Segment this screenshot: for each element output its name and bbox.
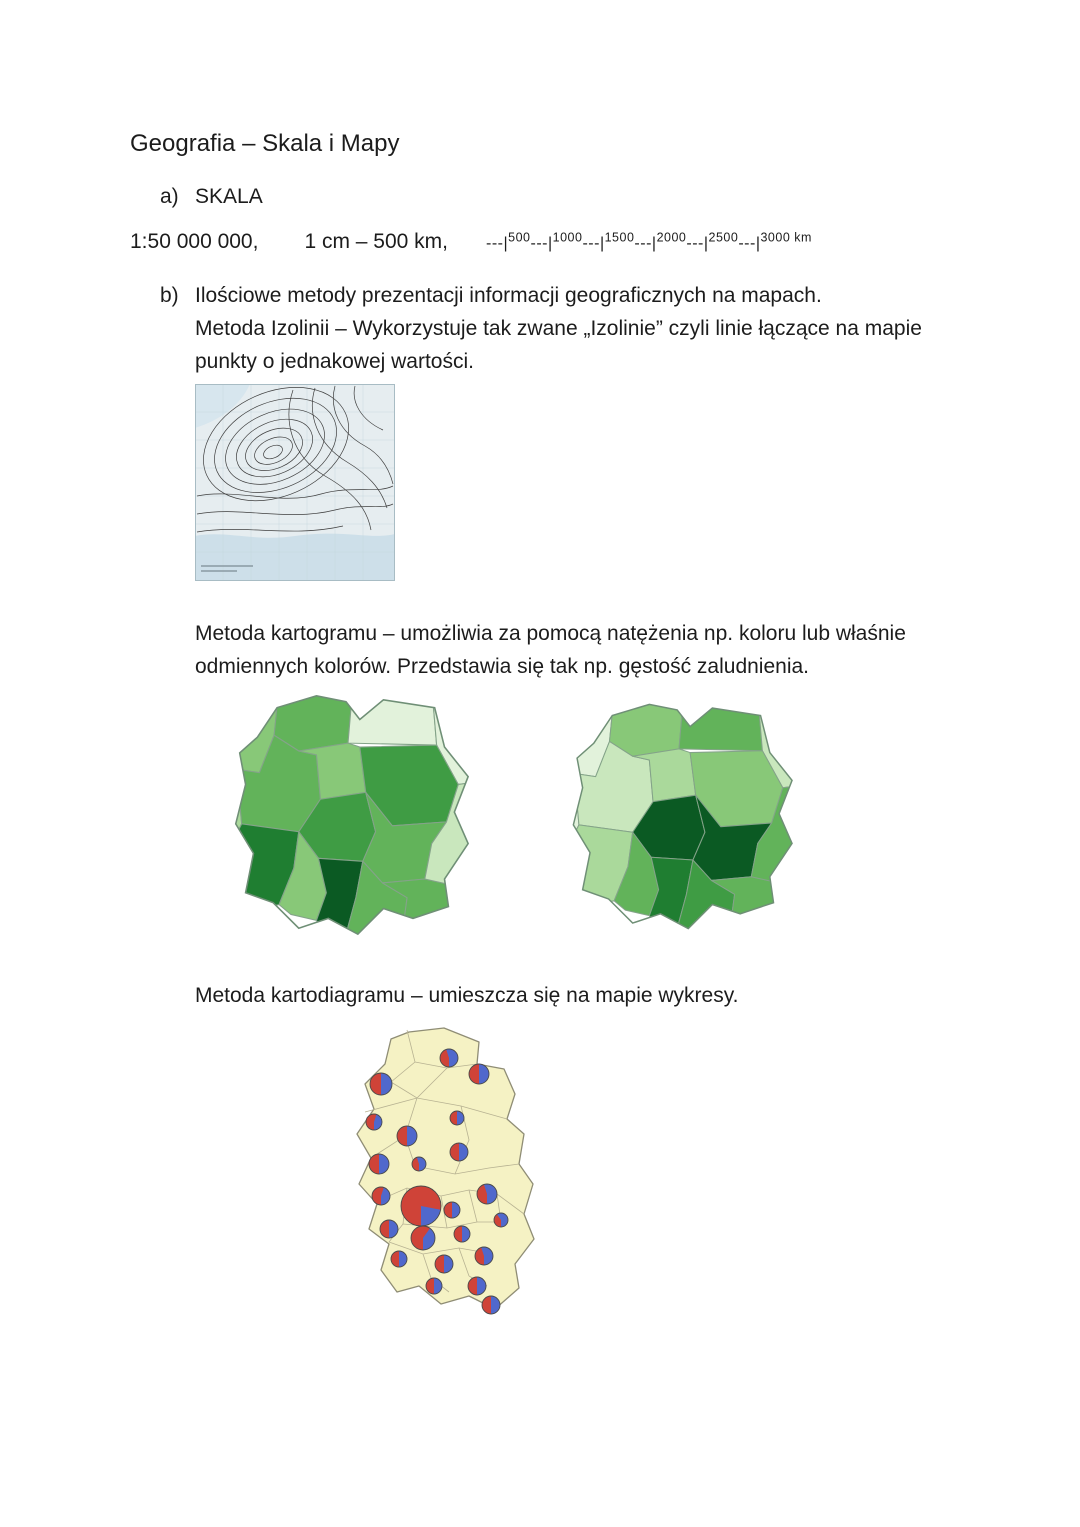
choropleth-figures (200, 686, 818, 944)
pie-chart (450, 1143, 468, 1161)
paragraph-intro: Ilościowe metody prezentacji informacji geograficznych na mapach. (195, 284, 822, 307)
ruler-tick: 1000 (552, 230, 583, 245)
pie-chart (369, 1154, 389, 1174)
pie-chart (440, 1049, 458, 1067)
map-region (348, 686, 437, 745)
pie-chart (380, 1220, 398, 1238)
choropleth-map-left (200, 686, 496, 944)
pie-chart (391, 1251, 407, 1267)
kartodiagram-map-figure (318, 1024, 560, 1320)
paragraph-kartodiagram: Metoda kartodiagramu – umieszcza się na mapie wykresy. (195, 984, 739, 1007)
choropleth-map-right (540, 695, 818, 938)
pie-chart (475, 1247, 493, 1265)
scale-ratio: 1:50 000 000, (130, 230, 259, 253)
pie-chart (494, 1213, 508, 1227)
paragraph-kartogram: Metoda kartogramu – umożliwia za pomocą natężenia np. koloru lub właśnie odmiennych kolorów. Przedstawia się tak np. gęstość zaludnienia. (195, 622, 906, 678)
ruler-tick: 2000 (656, 230, 687, 245)
pie-chart (469, 1064, 489, 1084)
scale-example-row (130, 230, 812, 254)
list-marker-b: b) (160, 284, 179, 307)
map-region (610, 695, 684, 756)
page-title: Geografia – Skala i Mapy (130, 130, 400, 157)
pie-chart (411, 1226, 435, 1250)
ruler-tick: 500 (508, 230, 531, 245)
map-region (274, 686, 353, 751)
map-region (540, 755, 579, 850)
section-b-text (195, 280, 943, 378)
water-area (195, 534, 395, 581)
ruler-tick: 3000 km (760, 230, 812, 245)
section-b (160, 280, 943, 378)
pie-chart (450, 1111, 464, 1125)
section-a (160, 185, 263, 209)
isoline-map-figure (195, 384, 395, 581)
pie-chart (482, 1296, 500, 1314)
paragraph-izolinie: Metoda Izolinii – Wykorzystuje tak zwane „Izolinie” czyli linie łączące na mapie punkty o jednakowej wartości. (195, 316, 922, 373)
pie-chart (426, 1278, 442, 1294)
pie-chart (435, 1255, 453, 1273)
pie-chart (397, 1126, 417, 1146)
pie-chart (401, 1186, 441, 1226)
pie-chart (372, 1187, 390, 1205)
ruler-tick: 2500 (708, 230, 739, 245)
pie-chart (468, 1277, 486, 1295)
map-region (679, 695, 762, 751)
pie-chart (366, 1114, 382, 1130)
pie-chart (477, 1184, 497, 1204)
map-region (200, 750, 241, 851)
pie-chart (412, 1157, 426, 1171)
pie-chart (454, 1226, 470, 1242)
list-marker-a: a) (160, 185, 179, 208)
scale-equivalence: 1 cm – 500 km, (304, 230, 449, 253)
pie-chart (444, 1202, 460, 1218)
ruler-tick: 1500 (604, 230, 635, 245)
heading-skala: SKALA (195, 185, 263, 208)
pie-chart (370, 1073, 392, 1095)
scale-ruler: $---|^{500}---|^{1000}---|^{1500}---|^{2000}---|^{2500}---|^{3000 km}$ (486, 230, 812, 252)
